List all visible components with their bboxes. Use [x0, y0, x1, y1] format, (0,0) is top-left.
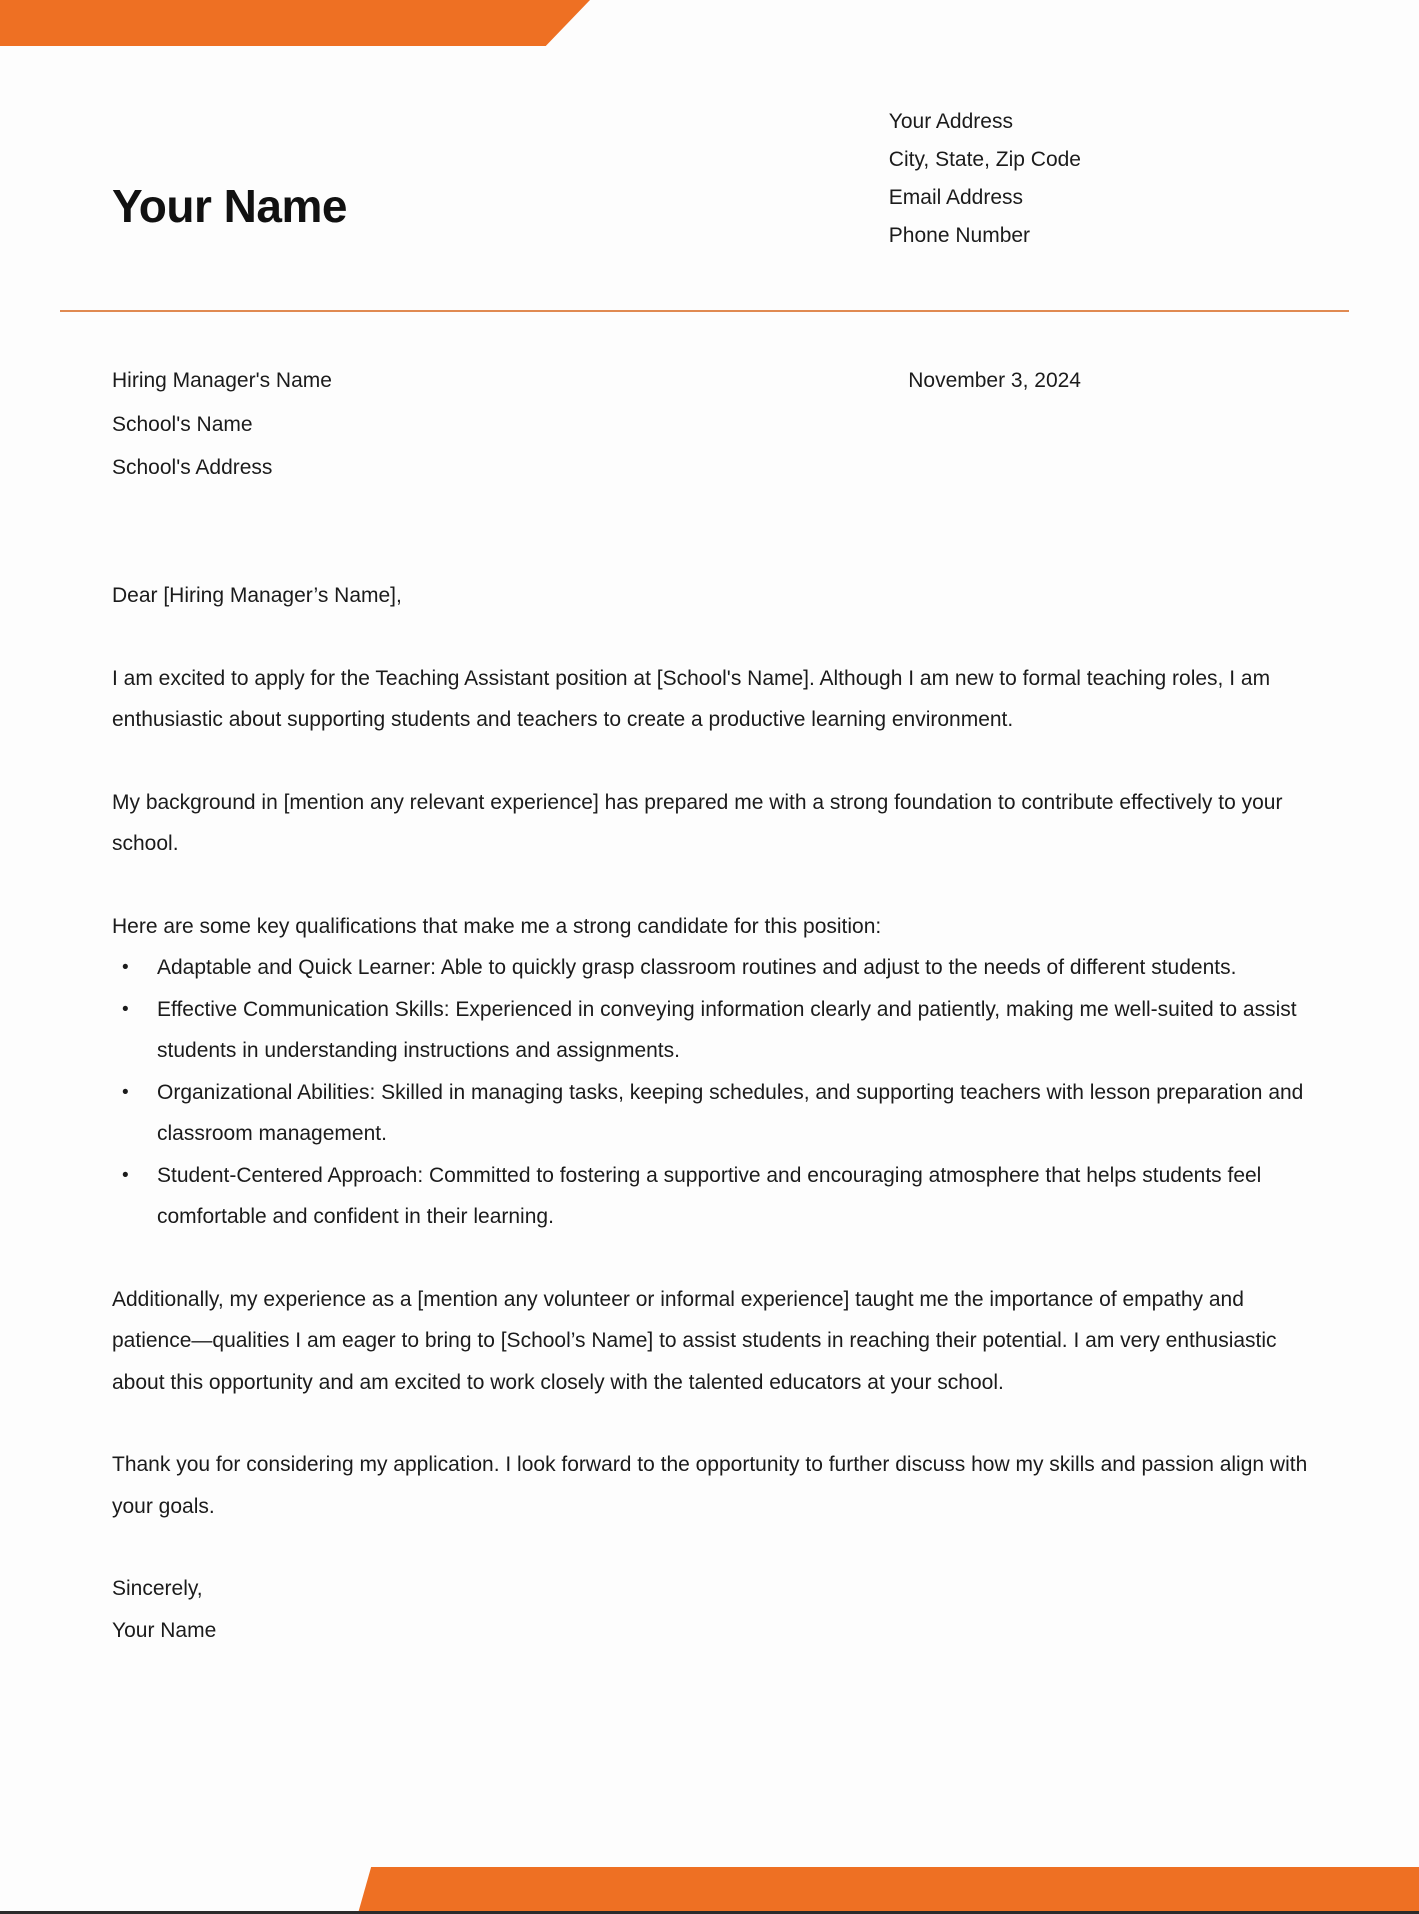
letterhead	[0, 0, 1419, 312]
letter-date: November 3, 2024	[908, 369, 1081, 392]
list-item	[112, 1072, 1312, 1155]
body-paragraph-3: Additionally, my experience as a [mention any volunteer or informal experience] taught me the importance of empathy and patience—qualities I am eager to bring to [School’s Name] to assist students in reaching their potential. I am very enthusiastic about this opportunity and am excited to work closely with the talented educators at your school.	[112, 1287, 1277, 1394]
recipient-manager-name: Hiring Manager's Name	[112, 369, 332, 392]
closing-signature-name: Your Name	[112, 1618, 217, 1642]
letter-body	[112, 575, 1312, 1651]
body-paragraph-4: Thank you for considering my application. I look forward to the opportunity to further discuss how my skills and passion align with your goals.	[112, 1453, 1308, 1518]
bullet-icon: •	[122, 1081, 129, 1103]
qualifications-list	[112, 947, 1312, 1238]
page-title: Your Name	[112, 180, 347, 232]
sender-phone-line: Phone Number	[888, 224, 1031, 247]
closing-phrase: Sincerely,	[112, 1577, 203, 1600]
recipient-school-address: School's Address	[112, 456, 273, 479]
closing-block	[112, 1568, 1312, 1651]
body-paragraph-2: My background in [mention any relevant experience] has prepared me with a strong foundation to contribute effectively to your school.	[112, 790, 1283, 855]
recipient-block	[112, 359, 332, 490]
qualifications-intro: Here are some key qualifications that make me a strong candidate for this position:	[112, 914, 882, 938]
bullet-icon: •	[122, 1164, 129, 1186]
sender-email-line: Email Address	[888, 186, 1024, 209]
header-divider	[60, 310, 1349, 312]
bottom-accent-banner	[209, 1867, 1419, 1914]
list-item-text: Adaptable and Quick Learner: Able to quickly grasp classroom routines and adjust to the needs of different students.	[157, 956, 1237, 979]
list-item-text: Effective Communication Skills: Experienced in conveying information clearly and patiently, making me well-suited to assist students in understanding instructions and assignments.	[157, 997, 1297, 1062]
list-item	[112, 989, 1312, 1072]
sender-contact-block	[889, 103, 1081, 255]
list-item	[112, 1155, 1312, 1238]
list-item	[112, 947, 1312, 989]
recipient-school-name: School's Name	[112, 412, 253, 436]
list-item-text: Organizational Abilities: Skilled in managing tasks, keeping schedules, and supporting teachers with lesson preparation and classroom management.	[157, 1080, 1304, 1145]
bullet-icon: •	[122, 998, 129, 1020]
sender-city-state-zip-line: City, State, Zip Code	[888, 148, 1081, 171]
list-item-text: Student-Centered Approach: Committed to fostering a supportive and encouraging atmosphere that helps students feel comfortable and confident in their learning.	[157, 1163, 1262, 1228]
body-paragraph-1: I am excited to apply for the Teaching Assistant position at [School's Name]. Although I am new to formal teaching roles, I am enthusiastic about supporting students and teachers to create a productive learning environment.	[112, 666, 1271, 731]
bullet-icon: •	[122, 957, 129, 978]
salutation: Dear [Hiring Manager’s Name],	[112, 584, 402, 607]
sender-address-line: Your Address	[888, 110, 1013, 133]
